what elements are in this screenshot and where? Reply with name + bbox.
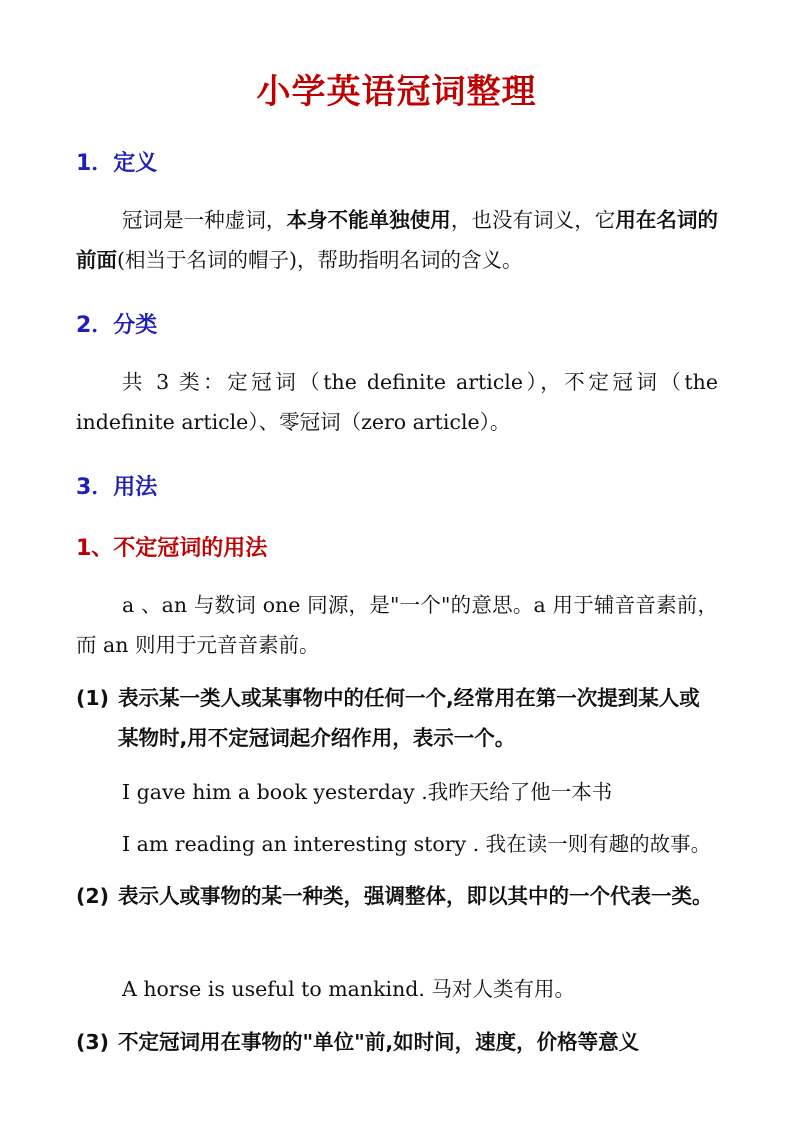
classification-paragraph: 共 3 类：定冠词（the definite article），不定冠词（the indefinite article）、零冠词（zero article）。 bbox=[76, 370, 718, 434]
definition-text-c: ，也没有词义，它 bbox=[450, 208, 616, 232]
usage-item-text: 不定冠词用在事物的"单位"前,如时间，速度，价格等意义 bbox=[118, 1030, 640, 1054]
definition-text-e: (相当于名词的帽子)，帮助指明名词的含义。 bbox=[117, 248, 523, 272]
definition-text-b: 本身不能单独使用 bbox=[286, 208, 451, 232]
usage-intro-paragraph: a 、an 与数词 one 同源，是"一个"的意思。a 用于辅音音素前，而 an 则用于元音音素前。 bbox=[76, 593, 718, 657]
usage-item-number: (2) bbox=[76, 884, 110, 908]
usage-item-number: (1) bbox=[76, 686, 110, 710]
usage-item-text: 表示人或事物的某一种类，强调整体，即以其中的一个代表一类。 bbox=[118, 884, 713, 908]
usage-item-number: (3) bbox=[76, 1030, 110, 1054]
heading-classification: 2．分类 bbox=[76, 313, 158, 338]
usage-item-text: 表示某一类人或某事物中的任何一个,经常用在第一次提到某人或某物时,用不定冠词起介绍作用，表示一个。 bbox=[118, 686, 700, 750]
page-title: 小学英语冠词整理 bbox=[256, 72, 537, 112]
example-sentence-3: A horse is useful to mankind. 马对人类有用。 bbox=[122, 977, 575, 1001]
subheading-indefinite-article: 1、不定冠词的用法 bbox=[76, 536, 268, 561]
usage-item-2 bbox=[76, 876, 718, 916]
example-sentence-2: I am reading an interesting story . 我在读一则有趣的故事。 bbox=[122, 832, 712, 856]
definition-text-d: 用在名词的前面 bbox=[76, 208, 719, 272]
definition-paragraph bbox=[76, 200, 718, 280]
heading-definition: 1．定义 bbox=[76, 151, 158, 176]
definition-text-a: 冠词是一种虚词， bbox=[122, 208, 287, 232]
usage-item-3 bbox=[76, 1022, 718, 1062]
example-sentence-1: I gave him a book yesterday .我昨天给了他一本书 bbox=[122, 780, 613, 804]
heading-usage: 3．用法 bbox=[76, 475, 158, 500]
usage-item-1 bbox=[76, 678, 718, 758]
